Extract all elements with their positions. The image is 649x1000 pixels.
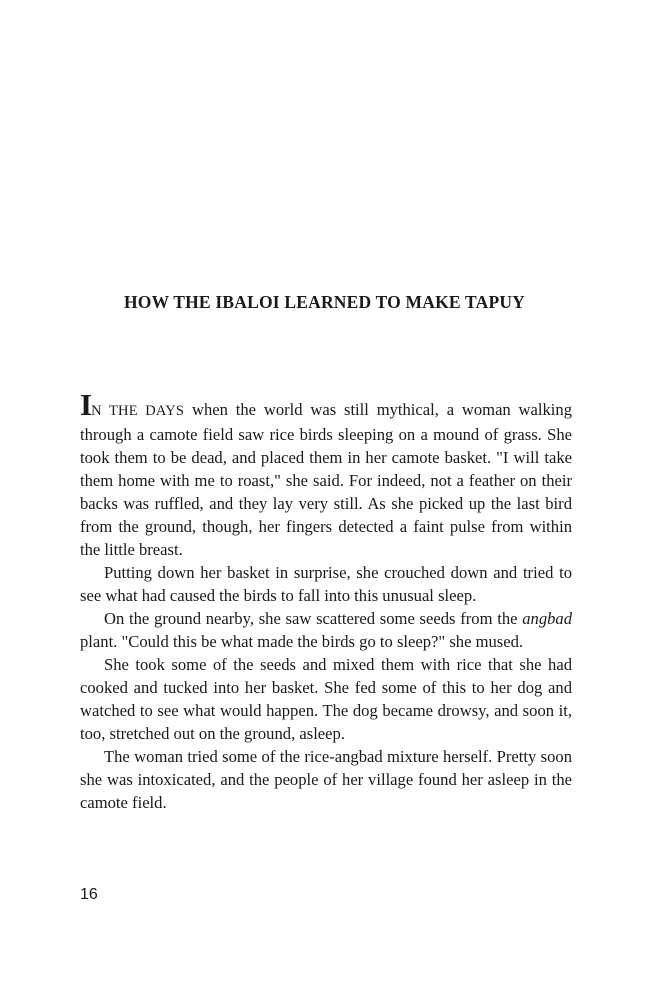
paragraph-2: Putting down her basket in surprise, she crouched down and tried to see what had caused the birds to fall into this unusual sleep. xyxy=(80,563,572,605)
paragraph-5: The woman tried some of the rice-angbad mixture herself. Pretty soon she was intoxicated, and the people of her village found her asleep in the camote field. xyxy=(80,747,572,812)
drop-cap: I xyxy=(80,387,92,422)
chapter-title: HOW THE IBALOI LEARNED TO MAKE TAPUY xyxy=(123,292,526,312)
angbad-italic: angbad xyxy=(522,609,572,628)
paragraph-3-text-after: plant. "Could this be what made the birds go to sleep?" she mused. xyxy=(80,632,524,651)
paragraph-4: She took some of the seeds and mixed them with rice that she had cooked and tucked into her basket. She fed some of this to her dog and watched to see what would happen. The dog became drowsy, and soon it, too, stretched out on the ground, asleep. xyxy=(80,655,572,743)
story-text xyxy=(80,387,573,814)
paragraph-1 xyxy=(80,387,573,561)
opening-small-caps: N THE DAYS xyxy=(91,403,185,419)
paragraph-1-text: when the world was still mythical, a woman walking through a camote field saw rice birds sleeping on a mound of grass. She took them to be dead, and placed them in her camote basket. "I will take them home with me to roast," she said. For indeed, not a feather on their backs was ruffled, and they lay very still. As she picked up the last bird from the ground, though, her fingers detected a faint pulse from within the little breast. xyxy=(80,400,573,559)
paragraph-3 xyxy=(80,607,572,653)
paragraph-3-text-before: On the ground nearby, she saw scattered some seeds from the xyxy=(104,609,523,628)
page-number: 16 xyxy=(80,886,98,903)
